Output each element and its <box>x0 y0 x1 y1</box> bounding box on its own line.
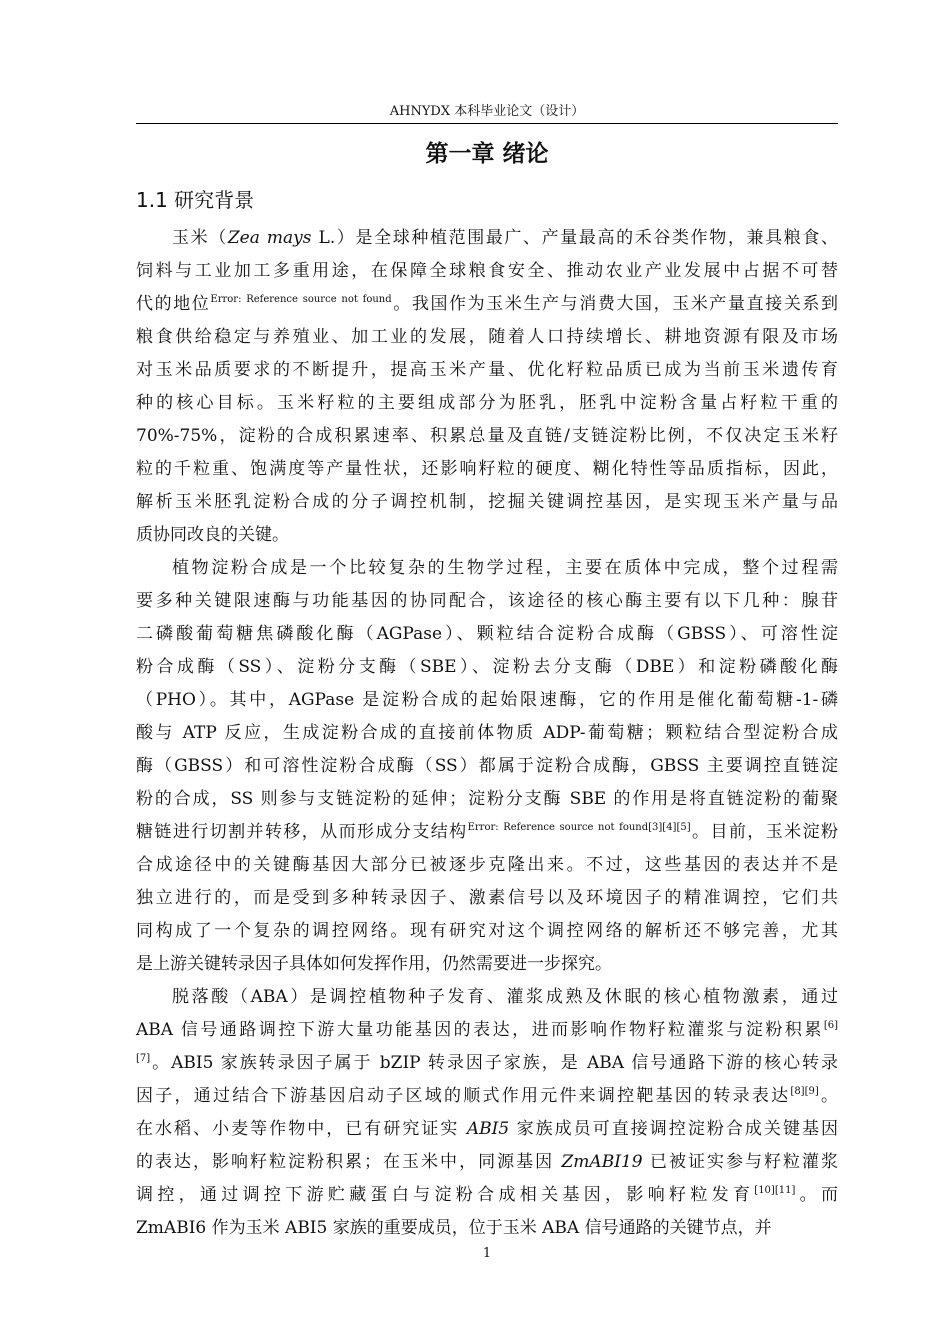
chapter-title: 第一章 绪论 <box>425 141 549 167</box>
text-run: 同构成了一个复杂的调控网络。现有研究对这个调控网络的解析还不够完善，尤其 <box>136 921 838 941</box>
paragraph-line <box>136 255 838 288</box>
section-title: 1.1 研究背景 <box>136 188 255 212</box>
text-run: 种的核心目标。玉米籽粒的主要组成部分为胚乳，胚乳中淀粉含量占籽粒干重的 <box>136 393 838 413</box>
paragraph-line <box>136 618 838 651</box>
paragraph-line <box>136 816 838 849</box>
text-run: 是上游关键转录因子具体如何发挥作用，仍然需要进一步探究。 <box>136 954 612 974</box>
text-run: （PHO）。其中，AGPase 是淀粉合成的起始限速酶，它的作用是催化葡萄糖-1-磷 <box>136 690 838 710</box>
italic-term: ZmABI19 <box>561 1152 643 1172</box>
text-run: 解析玉米胚乳淀粉合成的分子调控机制，挖掘关键调控基因，是实现玉米产量与品 <box>136 492 838 512</box>
paragraph-line <box>136 288 838 321</box>
text-run: 。目前，玉米淀粉 <box>690 822 838 842</box>
text-run: 粉合成酶（SS）、淀粉分支酶（SBE）、淀粉去分支酶（DBE）和淀粉磷酸化酶 <box>136 657 838 677</box>
paragraph-line <box>136 420 838 453</box>
text-run: 。而 <box>795 1185 839 1205</box>
text-run: 脱落酸（ABA）是调控植物种子发育、灌浆成熟及休眠的核心植物激素，通过 <box>172 987 838 1007</box>
text-run: 。ABI5 家族转录因子属于 bZIP 转录因子家族，是 ABA 信号通路下游的核心转录 <box>150 1053 838 1073</box>
paragraph-line <box>136 453 838 486</box>
text-run: 玉米（ <box>172 228 228 248</box>
citation-superscript: [7] <box>136 1053 151 1064</box>
page-number: 1 <box>482 1246 492 1261</box>
text-run: 独立进行的，而是受到多种转录因子、激素信号以及环境因子的精准调控，它们共 <box>136 888 838 908</box>
paragraph-line <box>136 717 838 750</box>
paragraph-line <box>136 222 838 255</box>
header-rule <box>136 123 838 124</box>
text-run: 饲料与工业加工多重用途，在保障全球粮食安全、推动农业产业发展中占据不可替 <box>136 261 838 281</box>
text-run: ZmABI6 作为玉米 ABI5 家族的重要成员，位于玉米 ABA 信号通路的关键节点，并 <box>136 1218 772 1238</box>
italic-term: ABI5 <box>466 1119 510 1139</box>
text-run: 要多种关键限速酶与功能基因的协同配合，该途径的核心酶主要有以下几种：腺苷 <box>136 591 838 611</box>
paragraph-line <box>136 981 838 1014</box>
text-run: 。我国作为玉米生产与消费大国，玉米产量直接关系到 <box>391 294 839 314</box>
paragraph-line <box>136 783 838 816</box>
citation-superscript: [6] <box>823 1020 838 1031</box>
paragraph-line <box>136 519 838 552</box>
body-text <box>136 222 838 1245</box>
text-run: 调控，通过调控下游贮藏蛋白与淀粉合成相关基因，影响籽粒发育 <box>136 1185 755 1205</box>
text-run: 。 <box>818 1086 839 1106</box>
text-run: 酶（GBSS）和可溶性淀粉合成酶（SS）都属于淀粉合成酶，GBSS 主要调控直链淀 <box>136 756 838 776</box>
paragraph-line <box>136 321 838 354</box>
text-run: 代的地位 <box>136 294 211 314</box>
paragraph-line <box>136 948 838 981</box>
paragraph-line <box>136 387 838 420</box>
paragraph-line <box>136 1212 838 1245</box>
paragraph-line <box>136 552 838 585</box>
text-run: 家族成员可直接调控淀粉合成关键基因 <box>509 1119 839 1139</box>
paragraph-line <box>136 1179 838 1212</box>
citation-superscript: Error: Reference source not found[3][4][5] <box>467 822 691 833</box>
paragraph-line <box>136 585 838 618</box>
text-run: 酸与 ATP 反应，生成淀粉合成的直接前体物质 ADP-葡萄糖；颗粒结合型淀粉合成 <box>136 723 838 743</box>
citation-superscript: [10][11] <box>754 1185 796 1196</box>
text-run: 粉的合成，SS 则参与支链淀粉的延伸；淀粉分支酶 SBE 的作用是将直链淀粉的葡聚 <box>136 789 838 809</box>
paragraph-line <box>136 1047 838 1080</box>
text-run: 在水稻、小麦等作物中，已有研究证实 <box>136 1119 467 1139</box>
text-run: 粒的千粒重、饱满度等产量性状，还影响籽粒的硬度、糊化特性等品质指标，因此， <box>136 459 838 479</box>
paragraph-line <box>136 1146 838 1179</box>
text-run: 质协同改良的关键。 <box>136 525 289 545</box>
paragraph-line <box>136 486 838 519</box>
italic-term: Zea mays <box>227 228 312 248</box>
text-run: 粮食供给稳定与养殖业、加工业的发展，随着人口持续增长、耕地资源有限及市场 <box>136 327 838 347</box>
paragraph-line <box>136 1080 838 1113</box>
running-header: AHNYDX 本科毕业论文（设计） <box>389 104 585 119</box>
text-run: 糖链进行切割并转移，从而形成分支结构 <box>136 822 468 842</box>
citation-superscript: [8][9] <box>790 1086 819 1097</box>
text-run: 的表达，影响籽粒淀粉积累；在玉米中，同源基因 <box>136 1152 562 1172</box>
paragraph-line <box>136 651 838 684</box>
text-run: ABA 信号通路调控下游大量功能基因的表达，进而影响作物籽粒灌浆与淀粉积累 <box>136 1020 824 1040</box>
paragraph-line <box>136 915 838 948</box>
paragraph-line <box>136 750 838 783</box>
text-run: L.）是全球种植范围最广、产量最高的禾谷类作物，兼具粮食、 <box>311 228 838 248</box>
paragraph-line <box>136 684 838 717</box>
text-run: 70%-75%，淀粉的合成积累速率、积累总量及直链/支链淀粉比例，不仅决定玉米籽 <box>136 426 838 446</box>
paragraph-line <box>136 882 838 915</box>
text-run: 合成途径中的关键酶基因大部分已被逐步克隆出来。不过，这些基因的表达并不是 <box>136 855 838 875</box>
paragraph-line <box>136 1014 838 1047</box>
paragraph-line <box>136 354 838 387</box>
paragraph-line <box>136 1113 838 1146</box>
citation-superscript: Error: Reference source not found <box>210 294 392 305</box>
text-run: 已被证实参与籽粒灌浆 <box>642 1152 839 1172</box>
text-run: 植物淀粉合成是一个比较复杂的生物学过程，主要在质体中完成，整个过程需 <box>172 558 838 578</box>
text-run: 对玉米品质要求的不断提升，提高玉米产量、优化籽粒品质已成为当前玉米遗传育 <box>136 360 838 380</box>
text-run: 因子，通过结合下游基因启动子区域的顺式作用元件来调控靶基因的转录表达 <box>136 1086 791 1106</box>
text-run: 二磷酸葡萄糖焦磷酸化酶（AGPase）、颗粒结合淀粉合成酶（GBSS）、可溶性淀 <box>136 624 838 644</box>
paragraph-line <box>136 849 838 882</box>
